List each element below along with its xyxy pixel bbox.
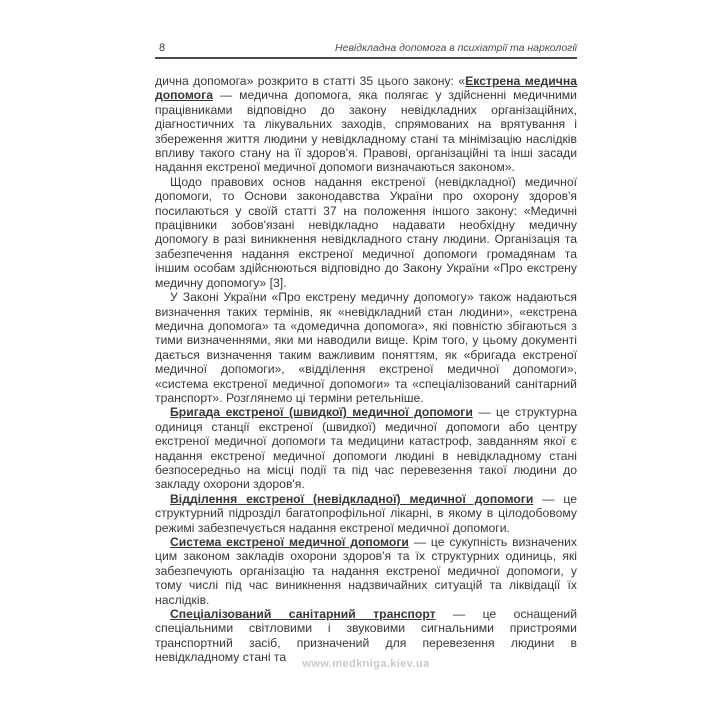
text-segment: — медична допомога, яка полягає у здійсненні медичними працівниками відповідно до закону невідкладних організаційних, діагностичних та лікувальних заходів, спрямованих на врятування і збереження життя людини у невідкладному стані та мінімізацію наслідків впливу такого стану на її здоров'я. Правові, організаційні та інші засади надання екстреної медичної допомоги визначаються законом». xyxy=(155,88,577,175)
body-text xyxy=(155,74,577,665)
paragraph xyxy=(155,405,577,491)
page-number: 8 xyxy=(159,42,166,54)
text-segment: У Законі України «Про екстрену медичну допомогу» також надаються визначення таких термінів, як «невідкладний стан людини», «екстрена медична допомога» та «домедична допомога», які повністю збігаються з тими визначеннями, яки ми наводили вище. Крім того, у цьому документі дається визначення таким важливим поняттям, як «бригада екстреної медичної допомоги», «відділення екстреної медичної допомоги», «система екстреної медичної допомоги» та «спеціалізований санітарний транспорт». Розглянемо ці терміни ретельніше. xyxy=(155,290,577,405)
running-title: Невідкладна допомога в психіатрії та наркології xyxy=(335,42,577,54)
key-term: Система екстреної медичної допомоги xyxy=(170,535,409,549)
paragraph xyxy=(155,492,577,535)
paragraph xyxy=(155,290,577,405)
text-segment: — це структурний підрозділ багатопрофільної лікарні, в якому в цілодобовому режимі забезпечується надання екстреної медичної допомоги. xyxy=(155,491,577,535)
paragraph xyxy=(155,607,577,665)
text-segment: — це оснащений спеціальними світловими і звуковими сигнальними пристроями транспортний засіб, призначений для перевезення людини в невідкладному стані та xyxy=(155,607,577,665)
text-segment: дична допомога» розкрито в статті 35 цього закону: « xyxy=(155,74,466,88)
key-term: Спеціалізований санітарний транспорт xyxy=(170,607,436,622)
key-term: Відділення екстреної (невідкладної) медичної допомоги xyxy=(170,491,534,506)
paragraph xyxy=(155,175,577,290)
text-segment: — це структурна одиниця станції екстреної (швидкої) медичної допомоги або центру екстреної медичної допомоги та медицини катастроф, завданням якої є надання екстреної медичної допомоги людині в невідкладному стані безпосередньо на місці події та під час перевезення такої людини до закладу охорони здоров'я. xyxy=(155,405,577,492)
publisher-url: www.medkniga.kiev.ua xyxy=(302,658,430,670)
paragraph xyxy=(155,74,577,175)
page-header xyxy=(155,42,577,59)
text-segment: Щодо правових основ надання екстреної (невідкладної) медичної допомоги, то Основи законодавства України про охорону здоров'я посилаються у своїй статті 37 на положення іншого закону: «Медичні працівники зобов'язані невідкладно надавати необхідну медичну допомогу в разі виникнення невідкладного стану людини. Організація та забезпечення надання екстреної медичної допомоги громадянам та іншим особам здійснюються відповідно до Закону України «Про екстрену медичну допомогу» [3]. xyxy=(155,174,577,290)
text-segment: — це сукупність визначених цим законом закладів охорони здоров'я та їх структурних одиниць, які забезпечують організацію та надання екстреної медичної допомоги, у тому числі під час виникнення надзвичайних ситуацій та ліквідації їх наслідків. xyxy=(155,535,577,607)
key-term: Бригада екстреної (швидкої) медичної допомоги xyxy=(170,405,473,420)
key-term: Екстрена медична допомога xyxy=(155,74,577,103)
page-footer xyxy=(155,658,577,670)
paragraph xyxy=(155,535,577,607)
